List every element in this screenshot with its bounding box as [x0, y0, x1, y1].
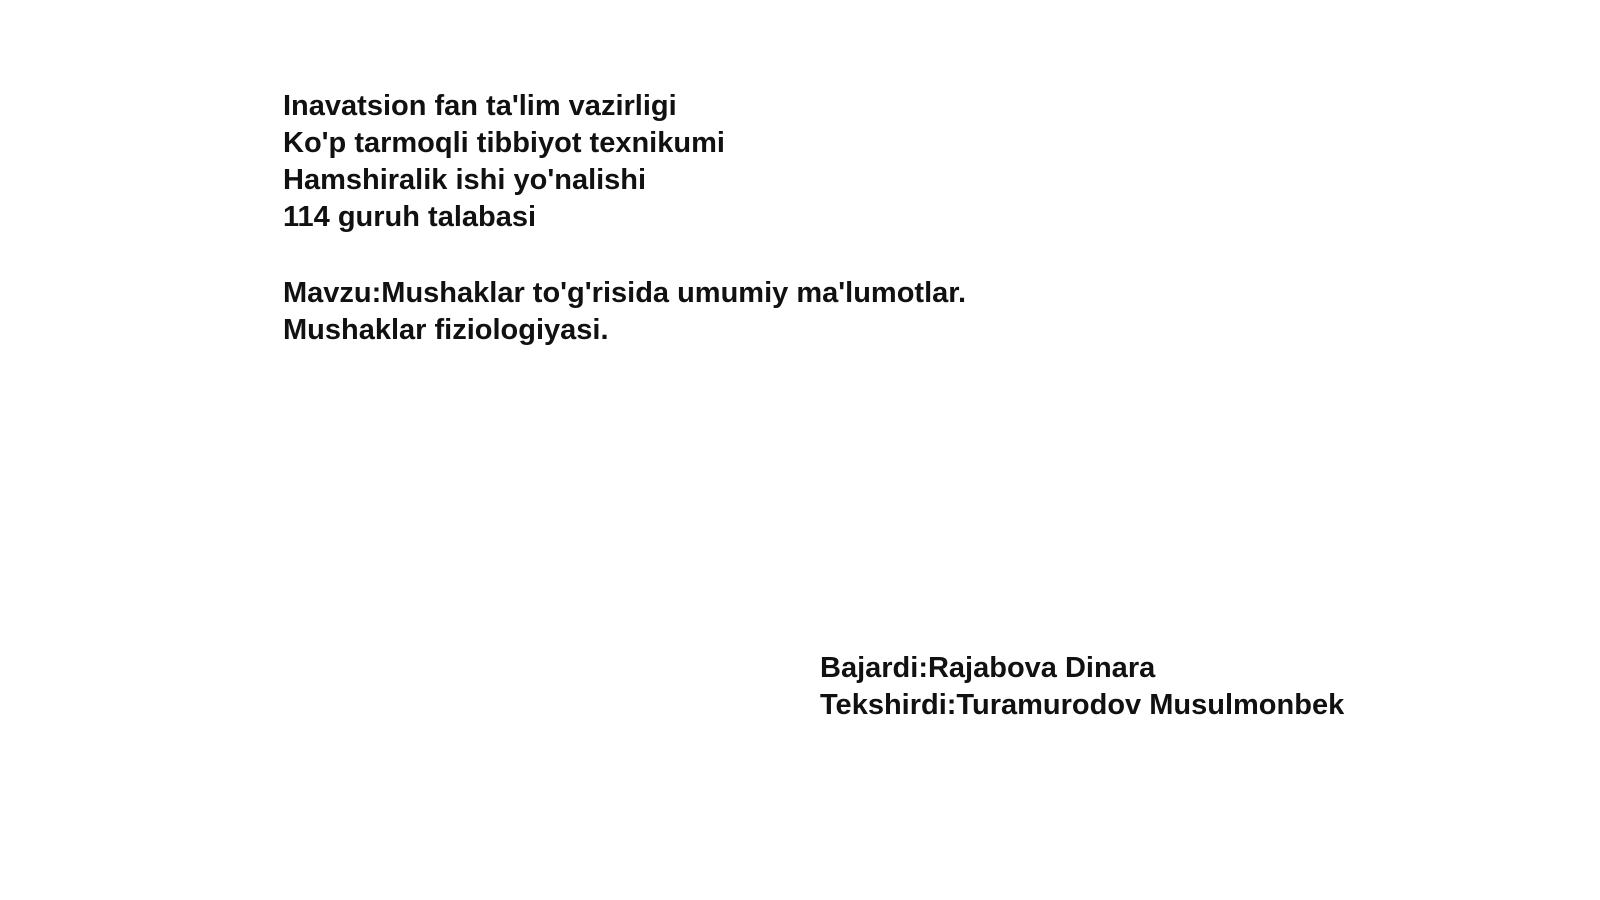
specialty-line: Hamshiralik ishi yo'nalishi: [283, 164, 647, 196]
topic-line-2: Mushaklar fiziologiyasi.: [283, 314, 609, 346]
topic-title: [283, 275, 966, 349]
college-line: Ko'p tarmoqli tibbiyot texnikumi: [283, 127, 725, 159]
topic-line-1: Mavzu:Mushaklar to'g'risida umumiy ma'lumotlar.: [283, 277, 967, 309]
group-line: 114 guruh talabasi: [283, 201, 537, 233]
checked-by: Tekshirdi:Turamurodov Musulmonbek: [820, 689, 1345, 721]
ministry-line: Inavatsion fan ta'lim vazirligi: [283, 90, 677, 122]
signature-block: [820, 650, 1344, 724]
performed-by: Bajardi:Rajabova Dinara: [820, 652, 1156, 684]
institution-header: [283, 88, 725, 236]
